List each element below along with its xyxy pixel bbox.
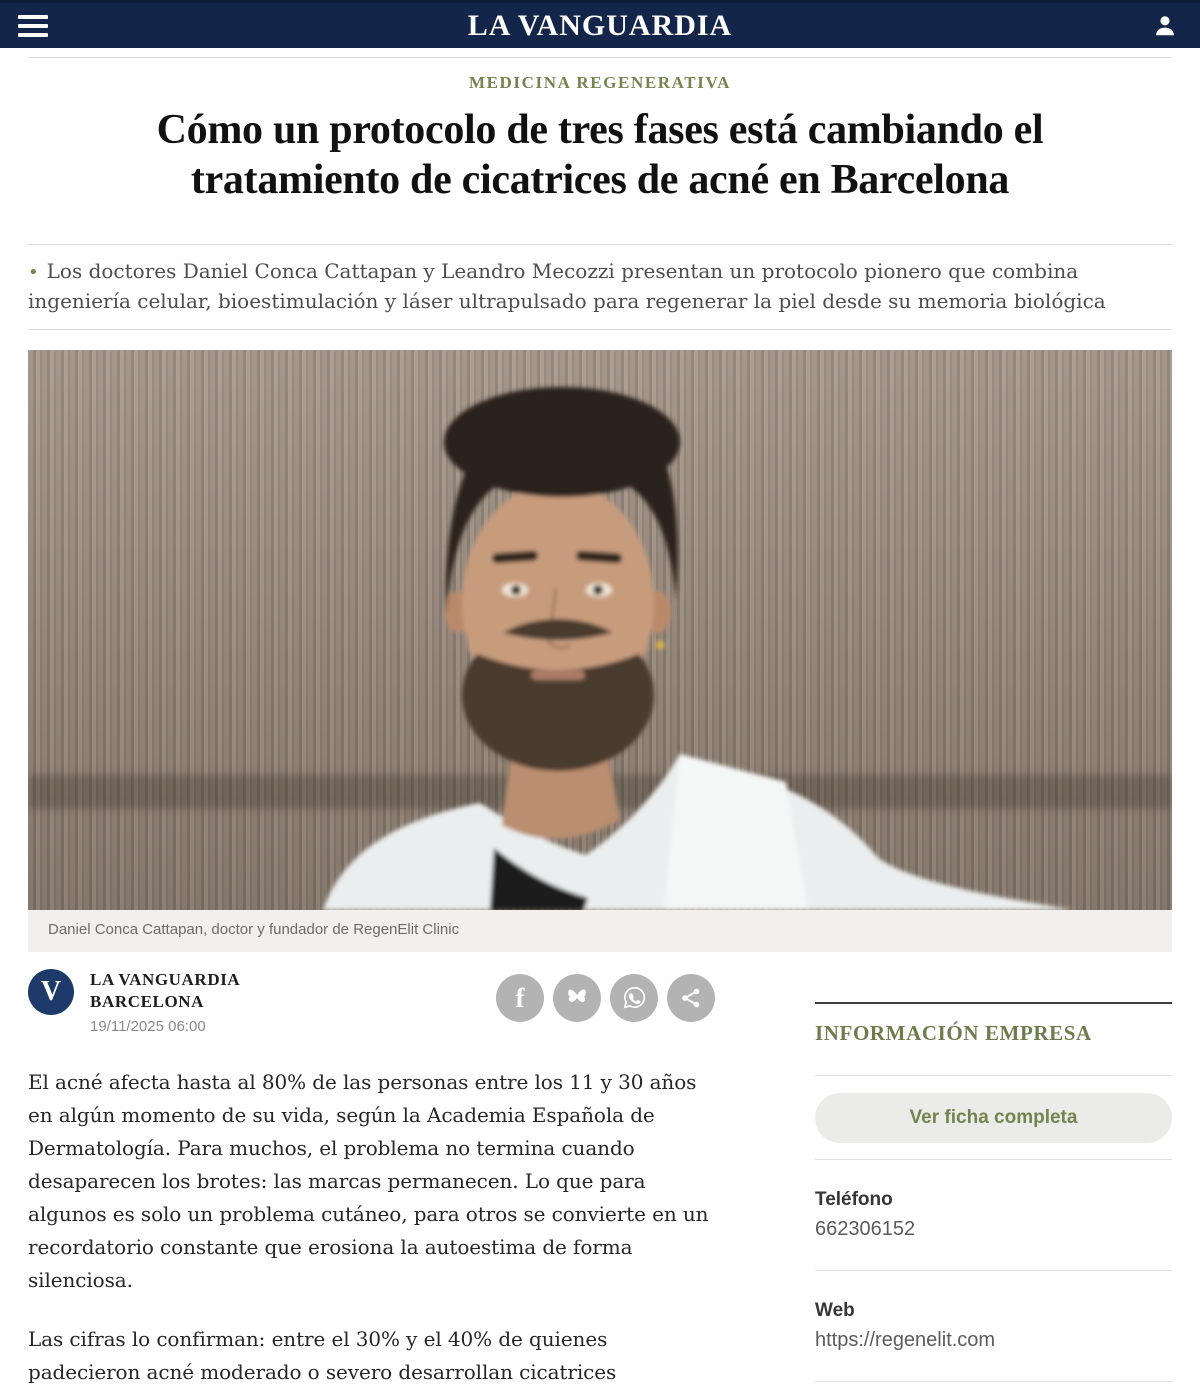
- share-buttons: [496, 974, 715, 1022]
- hero-figure: [28, 350, 1172, 952]
- menu-hamburger-icon[interactable]: [18, 15, 48, 37]
- byline-name-line2: BARCELONA: [90, 991, 205, 1011]
- article-headline: Cómo un protocolo de tres fases está cambiando el tratamiento de cicatrices de acné en Barcelona: [156, 107, 1044, 204]
- article-paragraph: Las cifras lo confirman: entre el 30% y el 40% de quienes padecieron acné moderado o severo desarrollan cicatrices: [28, 1326, 617, 1384]
- sidebar-field-telefono: [815, 1189, 1172, 1241]
- bluesky-butterfly-icon: [564, 985, 590, 1011]
- share-bluesky-button[interactable]: [553, 974, 601, 1022]
- share-facebook-button[interactable]: [496, 974, 544, 1022]
- brand-logo[interactable]: LA VANGUARDIA: [467, 9, 733, 42]
- share-nodes-icon: [679, 986, 703, 1010]
- sidebar-divider: [815, 1075, 1172, 1076]
- company-info-sidebar: [815, 1002, 1172, 1389]
- person-icon: [1152, 13, 1178, 39]
- sidebar-heading: INFORMACIÓN EMPRESA: [815, 1020, 1092, 1045]
- whatsapp-icon: [621, 984, 648, 1011]
- standfirst-bullet: •: [28, 261, 39, 283]
- sidebar-divider: [815, 1159, 1172, 1160]
- article-main-column: [28, 969, 715, 1389]
- sidebar-field-web: [815, 1300, 1172, 1352]
- byline: [28, 969, 240, 1035]
- image-caption: Daniel Conca Cattapan, doctor y fundador de RegenElit Clinic: [48, 920, 460, 938]
- header-divider: [28, 57, 1172, 58]
- lavanguardia-v-logo: V: [28, 969, 74, 1015]
- ver-ficha-completa-button[interactable]: Ver ficha completa: [815, 1093, 1172, 1143]
- byline-name-line1: LA VANGUARDIA: [90, 969, 241, 989]
- image-caption-band: [28, 910, 1172, 952]
- sidebar-top-rule: [815, 1002, 1172, 1004]
- hero-image: [28, 350, 1172, 910]
- field-value website-link[interactable]: https://regenelit.com: [815, 1328, 996, 1351]
- top-navbar: [0, 0, 1200, 48]
- field-label: Web: [815, 1299, 855, 1321]
- standfirst-text: Los doctores Daniel Conca Cattapan y Leandro Mecozzi presentan un protocolo pionero que combina ingeniería celular, bioestimulación y láser ultrapulsado para regenerar la piel desde su memoria biológica: [28, 258, 1106, 313]
- field-label: Teléfono: [815, 1188, 893, 1210]
- share-whatsapp-button[interactable]: [610, 974, 658, 1022]
- sidebar-divider: [815, 1381, 1172, 1382]
- user-account-icon[interactable]: [1148, 9, 1182, 43]
- byline-row: [28, 969, 715, 1035]
- portrait-illustration: [28, 350, 1172, 910]
- share-more-button[interactable]: [667, 974, 715, 1022]
- article-kicker[interactable]: MEDICINA REGENERATIVA: [468, 73, 732, 92]
- article-standfirst: [28, 256, 1172, 316]
- byline-author[interactable]: [90, 969, 240, 1013]
- standfirst-section: [28, 244, 1172, 330]
- article-paragraph: El acné afecta hasta al 80% de las personas entre los 11 y 30 años en algún momento de su vida, según la Academia Española de Dermatología. Para muchos, el problema no termina cuando desaparecen los brotes: las marcas permanecen. Lo que para algunos es solo un problema cutáneo, para otros se convierte en un recordatorio constante que erosiona la autoestima de forma silenciosa.: [28, 1069, 709, 1292]
- publish-datetime: 19/11/2025 06:00: [90, 1017, 206, 1035]
- facebook-icon: f: [515, 983, 525, 1014]
- field-value: 662306152: [815, 1217, 916, 1240]
- sidebar-divider: [815, 1270, 1172, 1271]
